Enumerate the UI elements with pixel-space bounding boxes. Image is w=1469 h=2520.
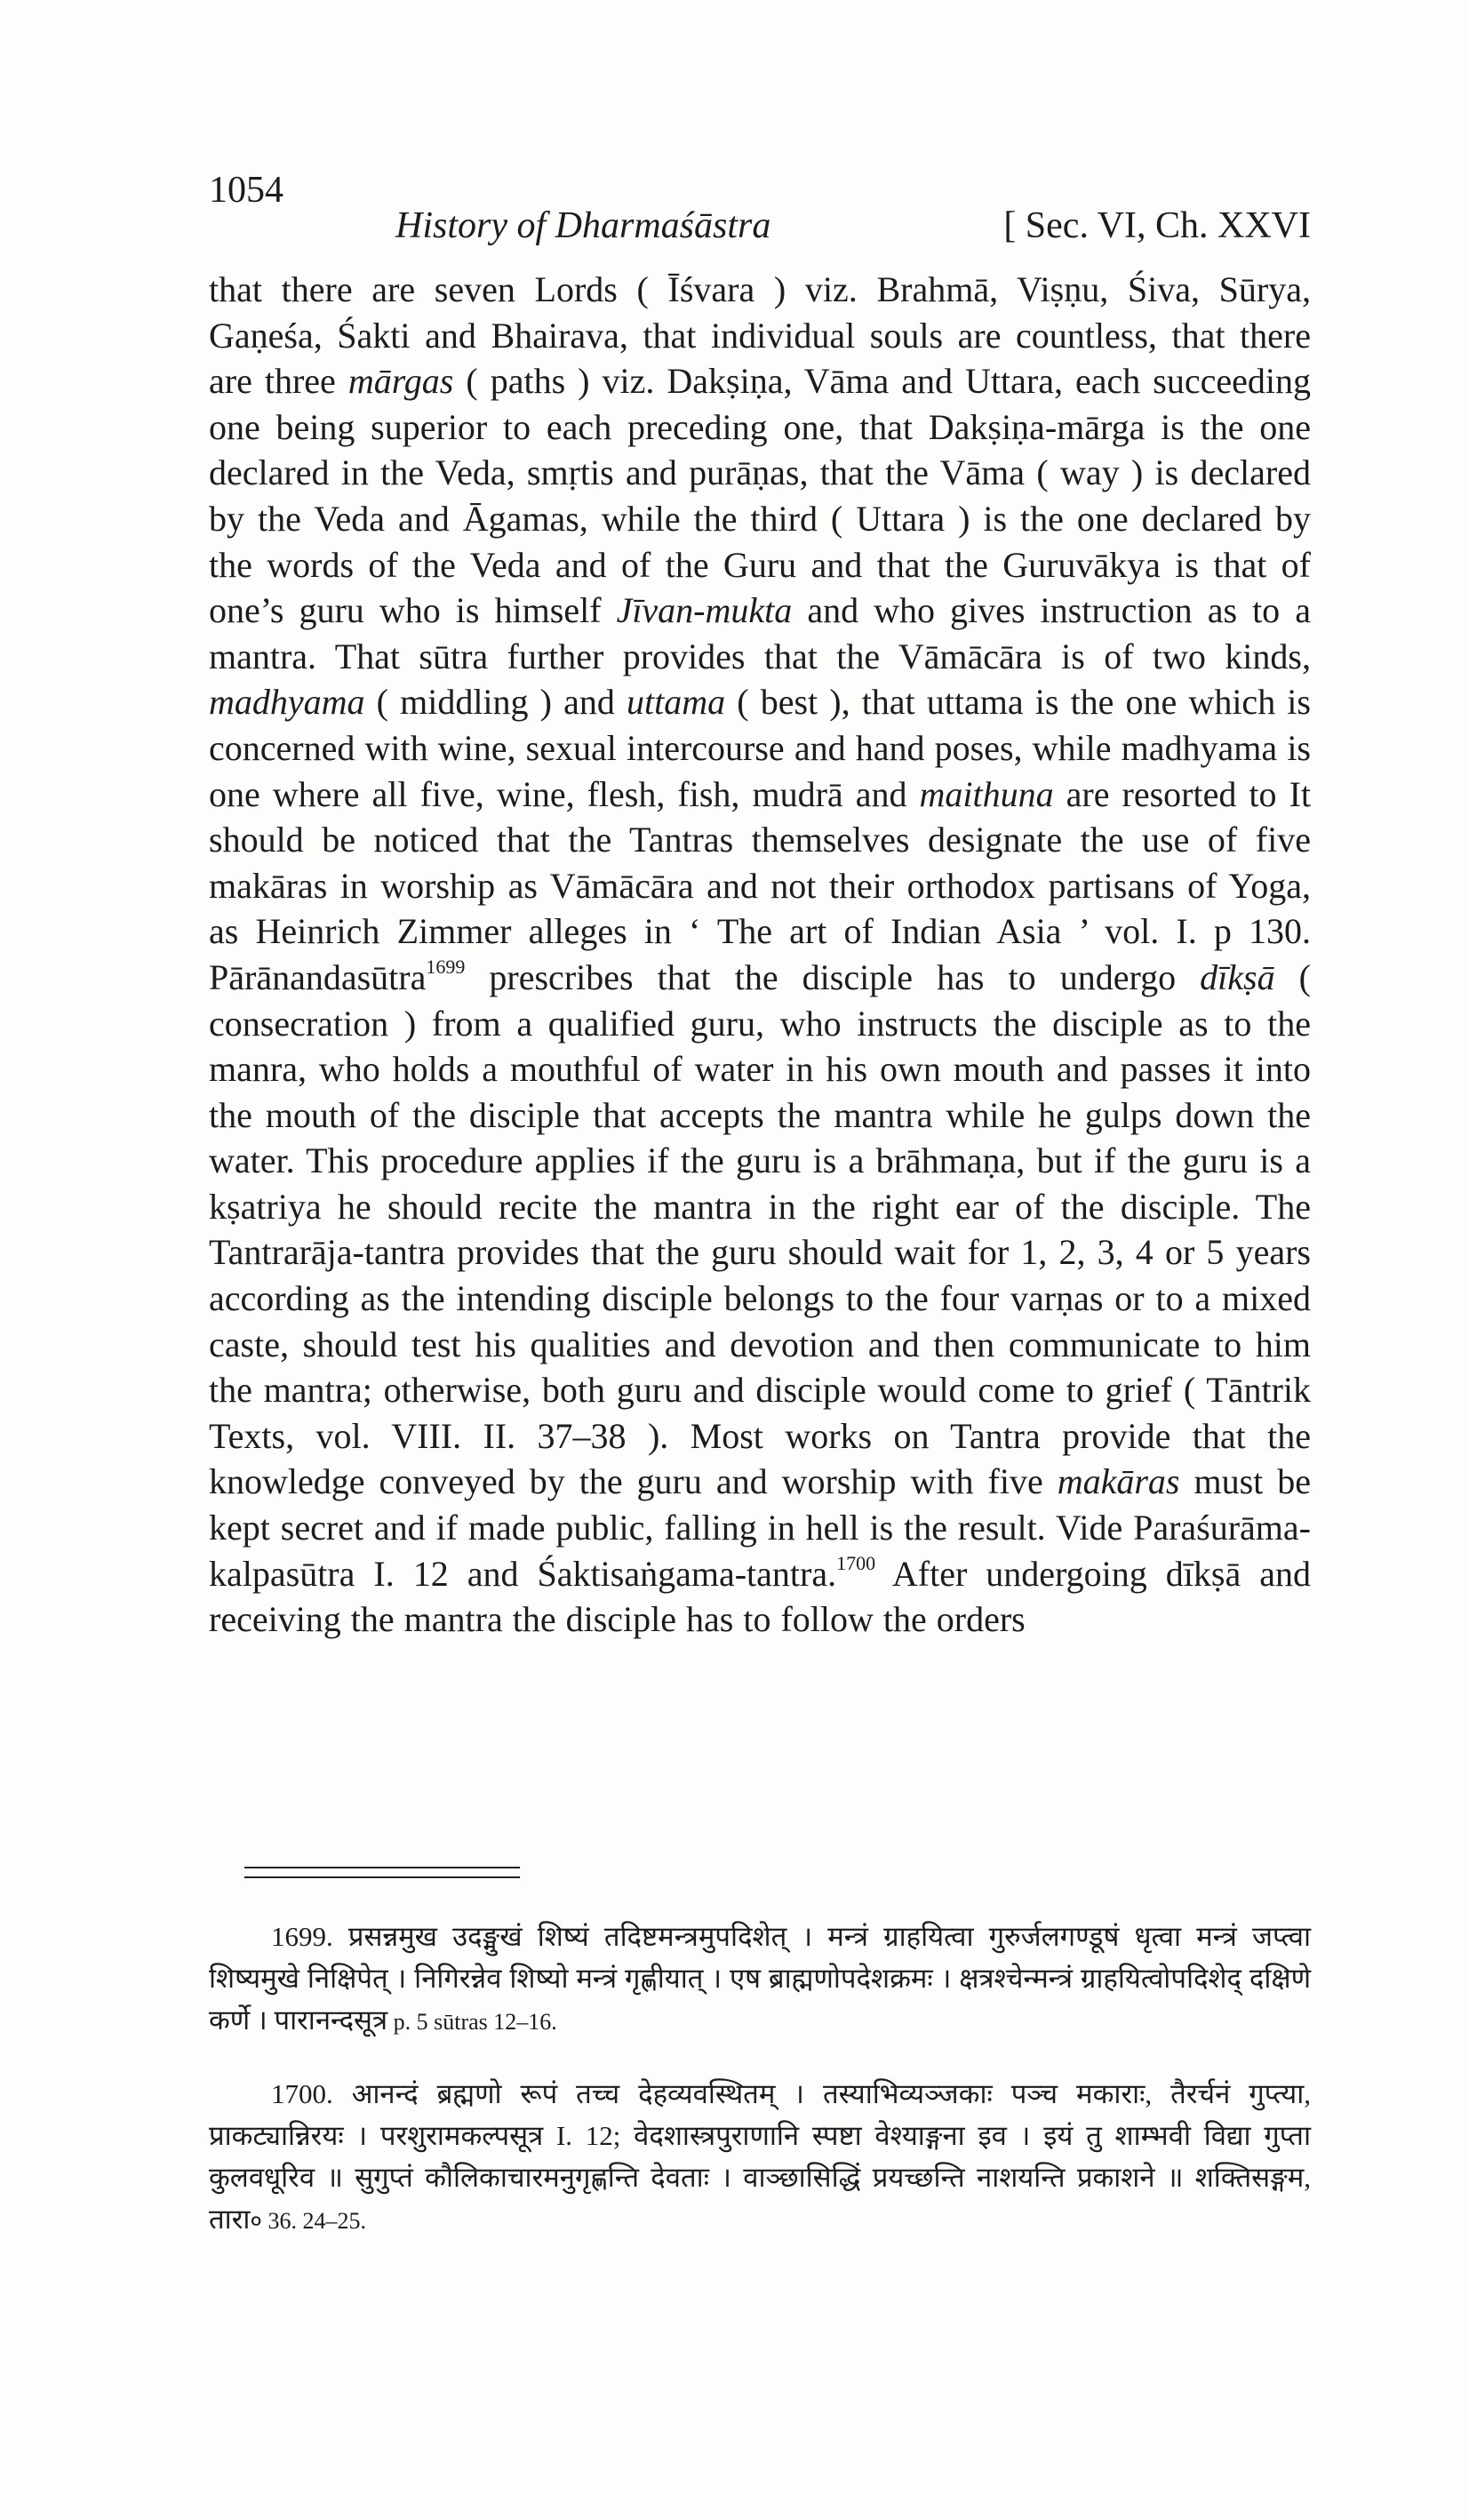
footnote-number: 1700. bbox=[271, 2078, 352, 2109]
page-header bbox=[209, 169, 1311, 246]
text-run: and who gives instruction as to a mantra. That sūtra further provides that the Vāmācāra is of two kinds, bbox=[209, 590, 1311, 676]
text-run: ( best ), that uttama is the one which is concerned with wine, sexual intercourse and hand poses, while madhyama is one where all five, wine, flesh, fish, mudrā and bbox=[209, 682, 1311, 814]
text-run: ( consecration ) from a qualified guru, who instructs the disciple as to the manra, who holds a mouthful of water in his own mouth and passes it into the mouth of the disciple that accepts the mantra while he gulps down the water. This procedure applies if the guru is a brāhmaṇa, but if the guru is a kṣatriya he should recite the mantra in the right ear of the disciple. The Tantrarāja-tantra provides that the guru should wait for 1, 2, 3, 4 or 5 years according as the intending disciple belongs to the four varṇas or to a mixed caste, should test his qualities and devotion and then communicate to him the mantra; otherwise, both guru and disciple would come to grief ( Tāntrik Texts, vol. VIII. II. 37–38 ). Most works on Tantra provide that the knowledge conveyed by the guru and worship with five bbox=[209, 956, 1311, 1502]
italic-term: madhyama bbox=[209, 682, 365, 723]
text-run: prescribes that the disciple has to undergo bbox=[465, 956, 1201, 997]
italic-term: uttama bbox=[627, 682, 726, 723]
footnote-number: 1699. bbox=[271, 1921, 348, 1952]
italic-term: dīkṣā bbox=[1200, 956, 1275, 997]
footnote-reference: 1699 bbox=[426, 955, 466, 978]
footnote-separator bbox=[244, 1867, 520, 1878]
text-run: are resorted to It should be noticed that the Tantras themselves designate the use of five makāras in worship as Vāmācāra and not their orthodox partisans of Yoga, as Heinrich Zimmer alleges in ‘ The art of Indian Asia ’ vol. I. p 130. Pārānandasūtra bbox=[209, 773, 1312, 997]
footnote-source: ० 36. 24–25. bbox=[250, 2208, 366, 2234]
italic-term: mārgas bbox=[347, 361, 454, 402]
main-text bbox=[209, 267, 1311, 1643]
text-run: ( middling ) and bbox=[364, 682, 627, 723]
text-run: After undergoing dīkṣā and receiving the mantra the disciple has to follow the orders bbox=[209, 1553, 1311, 1640]
page-number: 1054 bbox=[209, 170, 283, 211]
footnote bbox=[209, 1916, 1311, 2043]
footnote-reference: 1700 bbox=[836, 1551, 876, 1574]
footnote-text: आनन्दं ब्रह्मणो रूपं तच्च देहव्यवस्थितम् । तस्याभिव्यञ्जकाः पञ्च मकाराः, तैरर्चनं गुप्त्या, प्राकट्यान्निरयः । परशुरामकल्पसूत्र I. 12; वेदशास्त्रपुराणानि स्पष्टा वेश्याङ्गना इव । इयं तु शाम्भवी विद्या गुप्ता कुलवधूरिव ॥ सुगुप्तं कौलिकाचारमनुगृह्णन्ति देवताः । वाञ्छासिद्धिं प्रयच्छन्ति नाशयन्ति प्रकाशने ॥ शक्तिसङ्गम, तारा bbox=[209, 2078, 1312, 2235]
italic-term: Jīvan-mukta bbox=[616, 590, 793, 631]
footnote-text: प्रसन्नमुख उदङ्मुखं शिष्यं तदिष्टमन्त्रमुपदिशेत् । मन्त्रं ग्राहयित्वा गुरुर्जलगण्डूषं धृत्वा मन्त्रं जप्त्वा शिष्यमुखे निक्षिपेत् । निगिरन्नेव शिष्यो मन्त्रं गृह्णीयात् । एष ब्राह्मणोपदेशक्रमः । क्षत्रश्चेन्मन्त्रं ग्राहयित्वोपदिशेद् दक्षिणे कर्णे । पारानन्दसूत्र bbox=[209, 1921, 1311, 2036]
text-run: must be kept secret and if made public, falling in hell is the result. Vide Paraśurāma-kalpasūtra I. 12 and Śaktisaṅgama-tantra. bbox=[209, 1461, 1312, 1594]
running-title: History of Dharmaśāstra bbox=[395, 205, 771, 246]
footnote-source: p. 5 sūtras 12–16. bbox=[387, 2009, 557, 2035]
text-run: that there are seven Lords ( Īśvara ) viz. Brahmā, Viṣṇu, Śiva, Sūrya, Gaṇeśa, Śakti and Bhairava, that individual souls are countless, that there are three bbox=[209, 269, 1311, 402]
footnote bbox=[209, 2073, 1311, 2242]
footnotes bbox=[209, 1916, 1311, 2272]
italic-term: makāras bbox=[1057, 1461, 1180, 1502]
section-reference: [ Sec. VI, Ch. XXVI bbox=[1003, 205, 1311, 246]
text-run: ( paths ) viz. Dakṣiṇa, Vāma and Uttara, each succeeding one being superior to each preceding one, that Dakṣiṇa-mārga is the one declared in the Veda, smṛtis and purāṇas, that the Vāma ( way ) is declared by the Veda and Āgamas, while the third ( Uttara ) is the one declared by the words of the Veda and of the Guru and that the Guruvākya is that of one’s guru who is himself bbox=[209, 361, 1311, 631]
italic-term: maithuna bbox=[919, 773, 1054, 814]
